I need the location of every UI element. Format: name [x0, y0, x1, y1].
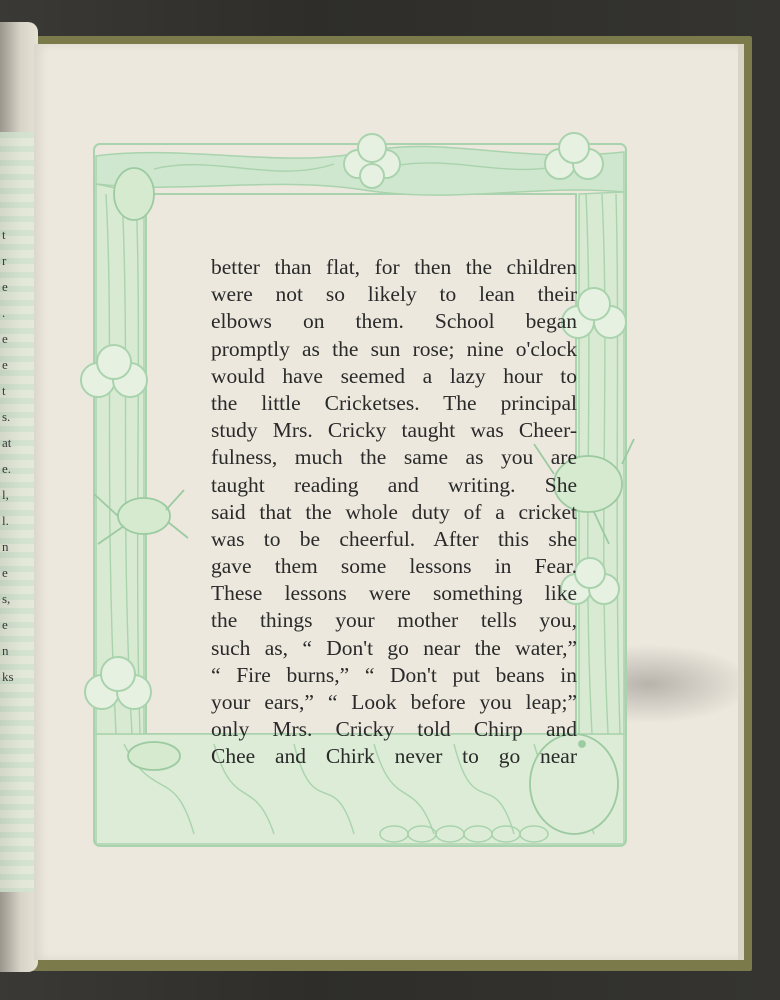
left-page-fragment: e: [2, 617, 8, 632]
text-line: study Mrs. Cricky taught was Cheer-: [211, 418, 577, 443]
left-page-fragment: r: [2, 253, 7, 268]
text-line: better than flat, for then the children: [211, 255, 577, 279]
book-page: [34, 44, 740, 960]
text-line: would have seemed a lazy hour to: [211, 363, 577, 388]
left-page-fragment: ks: [2, 669, 14, 684]
text-line: taught reading and writing. She: [211, 472, 577, 497]
left-page-fragment: n: [2, 539, 9, 554]
left-page-fragment: s,: [2, 591, 11, 606]
left-page-fragment: e.: [2, 461, 12, 476]
text-line: elbows on them. School began: [211, 309, 577, 334]
text-line: were not so likely to lean their: [211, 282, 577, 307]
left-page-fragment: e: [2, 279, 8, 294]
left-page-fragment: at: [2, 435, 12, 450]
left-page-edge: [0, 22, 38, 972]
text-line: said that the whole duty of a cricket: [211, 499, 577, 524]
text-line: fulness, much the same as you are: [211, 445, 577, 470]
left-page-fragment: t: [2, 383, 6, 398]
text-line: was to be cheerful. After this she: [211, 526, 577, 551]
left-page-fragment: e: [2, 331, 8, 346]
text-line: only Mrs. Cricky told Chirp and: [211, 717, 577, 742]
story-text-block: [211, 254, 577, 771]
text-line: gave them some lessons in Fear.: [211, 554, 577, 579]
text-line: promptly as the sun rose; nine o'clock: [211, 336, 577, 361]
left-page-fragment: n: [2, 643, 9, 658]
left-page-fragment: e: [2, 565, 8, 580]
text-line: your ears,” “ Look before you leap;”: [211, 690, 577, 714]
text-line: Chee and Chirk never to go near: [211, 744, 577, 769]
left-page-fragment: l.: [2, 513, 9, 528]
left-page-fragment: e: [2, 357, 8, 372]
left-page-text-fragments: [2, 222, 14, 690]
text-line: the little Cricketses. The principal: [211, 390, 577, 415]
left-page-fragment: s.: [2, 409, 11, 424]
left-page-fragment: t: [2, 227, 6, 242]
text-line: These lessons were something like: [211, 581, 577, 606]
left-page-fragment: l,: [2, 487, 9, 502]
text-line: such as, “ Don't go near the water,”: [211, 635, 577, 660]
text-line: “ Fire burns,” “ Don't put beans in: [211, 662, 577, 687]
text-line: the things your mother tells you,: [211, 608, 577, 633]
left-page-fragment: .: [2, 305, 6, 320]
page-edge: [738, 44, 744, 960]
